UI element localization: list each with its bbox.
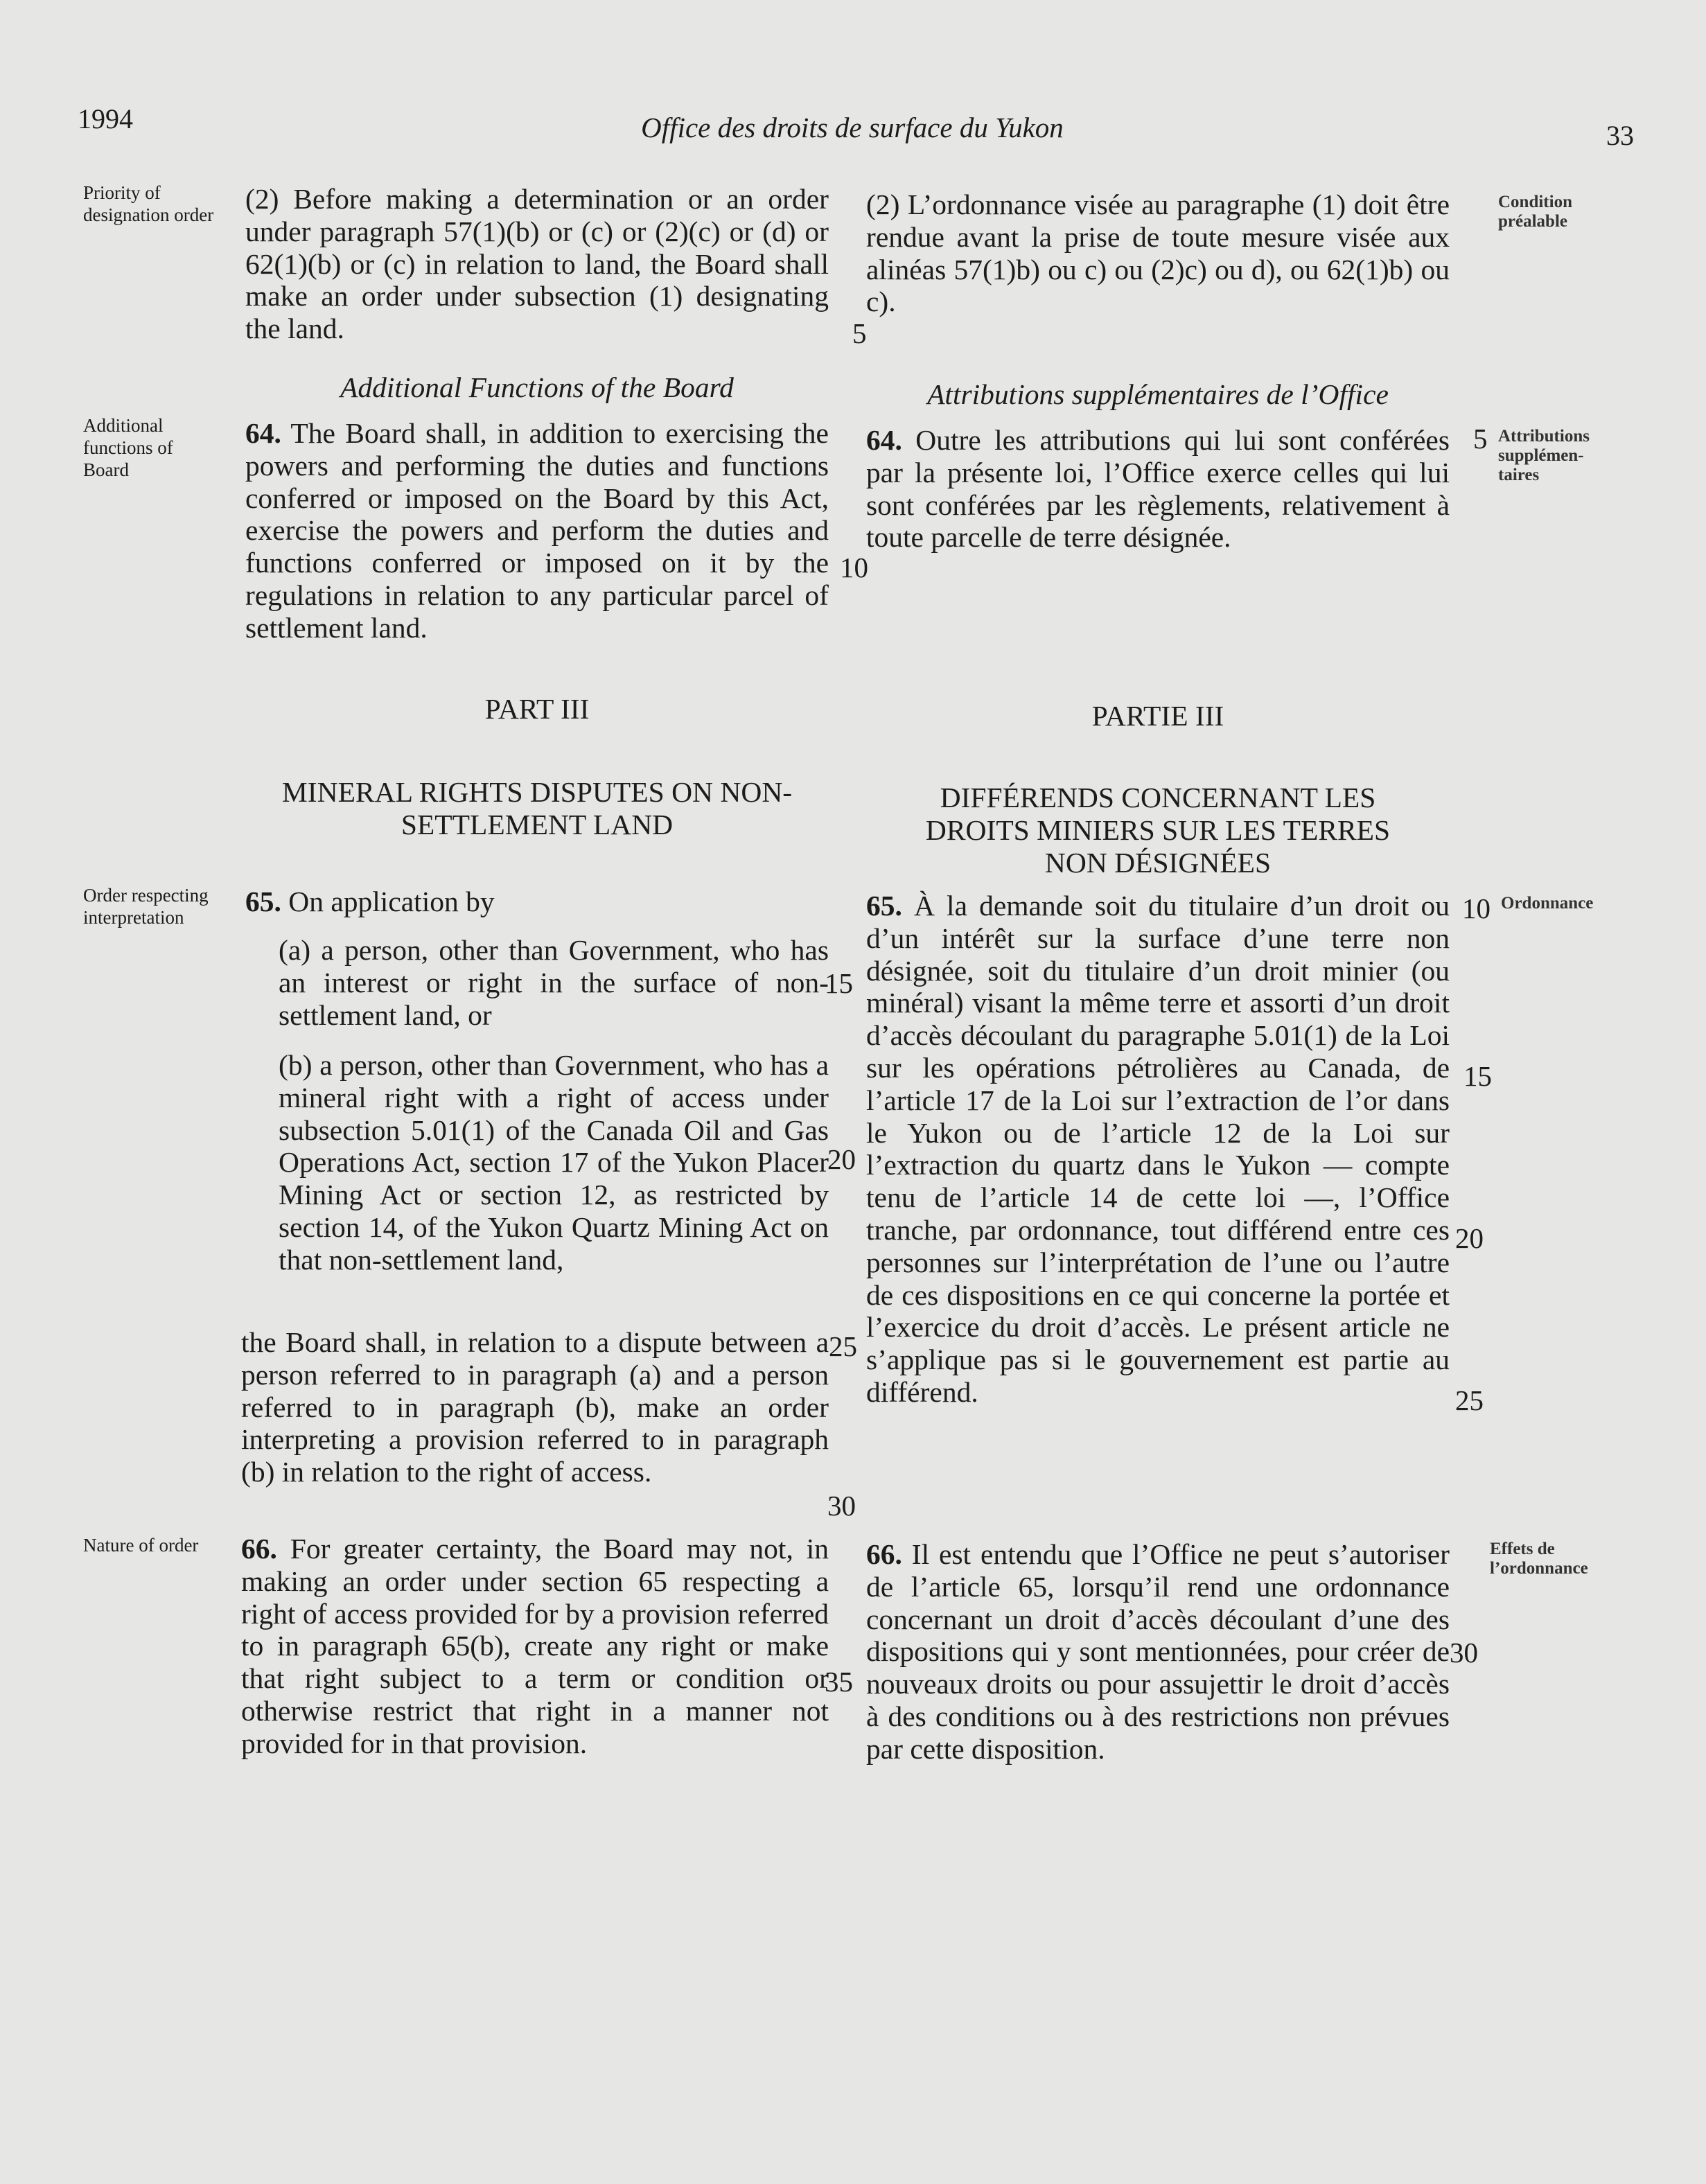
line-number: 20 [827,1143,856,1175]
line-number: 25 [1455,1384,1484,1416]
en-section-66-number: 66. [241,1533,277,1565]
fr-part-title: DIFFÉRENDS CONCERNANT LES DROITS MINIERS SUR LES TERRES NON DÉSIGNÉES [925,782,1391,879]
en-section-65-a: (a) a person, other than Government, who has an interest or right in the surface of non-settlement land, or [279,934,829,1031]
margin-note-nature: Nature of order [83,1535,199,1556]
line-number: 10 [840,552,868,583]
en-section-65-rest: the Board shall, in relation to a dispute between a person referred to in paragraph (a) and a person referred to in paragraph (b), make an order interpreting a provision referred to in paragraph (b) in relation to the right of access. [241,1326,829,1488]
margin-note-ordonnance: Ordonnance [1501,894,1594,913]
line-number: 10 [1462,892,1490,924]
en-section-66 [241,1533,829,1760]
fr-section-64-number: 64. [866,424,902,456]
en-section-65-b: (b) a person, other than Government, who has a mineral right with a right of access under subsection 5.01(1) of the Canada Oil and Gas Operations Act, section 17 of the Yukon Placer Mining Act or section 12, as restricted by section 14, of the Yukon Quartz Mining Act on that non-settlement land, [279,1049,829,1276]
en-section-64-text: The Board shall, in addition to exercising the powers and performing the duties and functions conferred or imposed on the Board by this Act, exercise the powers and perform the duties and functions conferred or imposed on it by the regulations in relation to any particular parcel of settlement land. [245,417,829,644]
en-part-title: MINERAL RIGHTS DISPUTES ON NON-SETTLEMENT LAND [281,776,793,840]
line-number: 5 [1473,423,1488,455]
margin-note-attributions: Attributions supplémen-taires [1498,427,1590,484]
fr-section-66-text: Il est entendu que l’Office ne peut s’autoriser de l’article 65, lorsqu’il rend une ordonnance concernant un droit d’accès découlant d’une des dispositions qui y sont mentionnées, pour créer de nouveaux droits ou pour assujettir le droit d’accès à des conditions ou à des restrictions non prévues par cette disposition. [866,1538,1450,1765]
fr-section-64 [866,424,1450,554]
line-number: 35 [825,1666,853,1698]
line-number: 30 [1450,1637,1478,1668]
line-number: 25 [829,1330,857,1362]
en-section-64-number: 64. [245,417,281,449]
line-number: 15 [825,967,853,999]
line-number: 15 [1463,1060,1492,1092]
fr-heading-attributions: Attributions supplémentaires de l’Office [927,378,1389,410]
en-section-65-number: 65. [245,886,281,917]
margin-note-order-interpretation: Order respecting interpretation [83,885,209,928]
en-heading-additional-functions: Additional Functions of the Board [340,371,734,403]
fr-section-65-text: À la demande soit du titulaire d’un droit ou d’un intérêt sur la surface d’une terre non désignée, soit du titulaire d’un droit minier (ou minéral) visant la même terre et assorti d’un droit d’accès découlant du paragraphe 5.01(1) de la Loi sur les opérations pétrolières au Canada, de l’article 17 de la Loi sur l’extraction de l’or dans le Yukon ou de l’article 12 de la Loi sur l’extraction du quartz dans le Yukon — compte tenu de l’article 14 de cette loi —, l’Office tranche, par ordonnance, tout différend entre ces personnes sur l’interprétation de l’une ou l’autre de ces dispositions en ce qui concerne la portée et l’exercice du droit d’accès. Le présent article ne s’applique pas si le gouvernement est partie au différend. [866,890,1450,1408]
line-number: 5 [852,317,867,349]
header-title: Office des droits de surface du Yukon [641,112,1064,143]
fr-section-64-text: Outre les attributions qui lui sont conférées par la présente loi, l’Office exerce celles qui lui sont conférées par les règlements, relativement à toute parcelle de terre désignée. [866,424,1450,554]
margin-note-priority: Priority of designation order [83,182,214,225]
header-year: 1994 [78,103,133,134]
margin-note-condition: Condition préalable [1498,193,1572,231]
fr-part-heading: PARTIE III [1091,700,1224,732]
page-number: 33 [1606,120,1634,151]
fr-section-65-number: 65. [866,890,902,922]
en-section-66-text: For greater certainty, the Board may not, in making an order under section 65 respecting a right of access provided for by a provision referred to in paragraph 65(b), create any right or make that right subject to a term or condition or otherwise restrict that right in a manner not provided for in that provision. [241,1533,829,1759]
en-section-64 [245,417,829,644]
margin-note-additional: Additional functions of Board [83,415,173,480]
en-subsection-63-2: (2) Before making a determination or an order under paragraph 57(1)(b) or (c) or (2)(c) or (d) or 62(1)(b) or (c) in relation to land, the Board shall make an order under subsection (1) designating the land. [245,183,829,345]
margin-note-effets: Effets de l’ordonnance [1490,1540,1588,1578]
fr-section-65 [866,890,1450,1409]
line-number: 20 [1455,1222,1484,1254]
en-section-65-intro [245,886,829,918]
line-number: 30 [827,1490,856,1522]
en-section-65-intro-text: On application by [288,886,495,917]
fr-section-66 [866,1538,1450,1765]
fr-section-66-number: 66. [866,1538,902,1570]
en-part-heading: PART III [484,693,590,725]
fr-subsection-63-2: (2) L’ordonnance visée au paragraphe (1) doit être rendue avant la prise de toute mesure visée aux alinéas 57(1)b) ou c) ou (2)c) ou d), ou 62(1)b) ou c). [866,188,1450,318]
